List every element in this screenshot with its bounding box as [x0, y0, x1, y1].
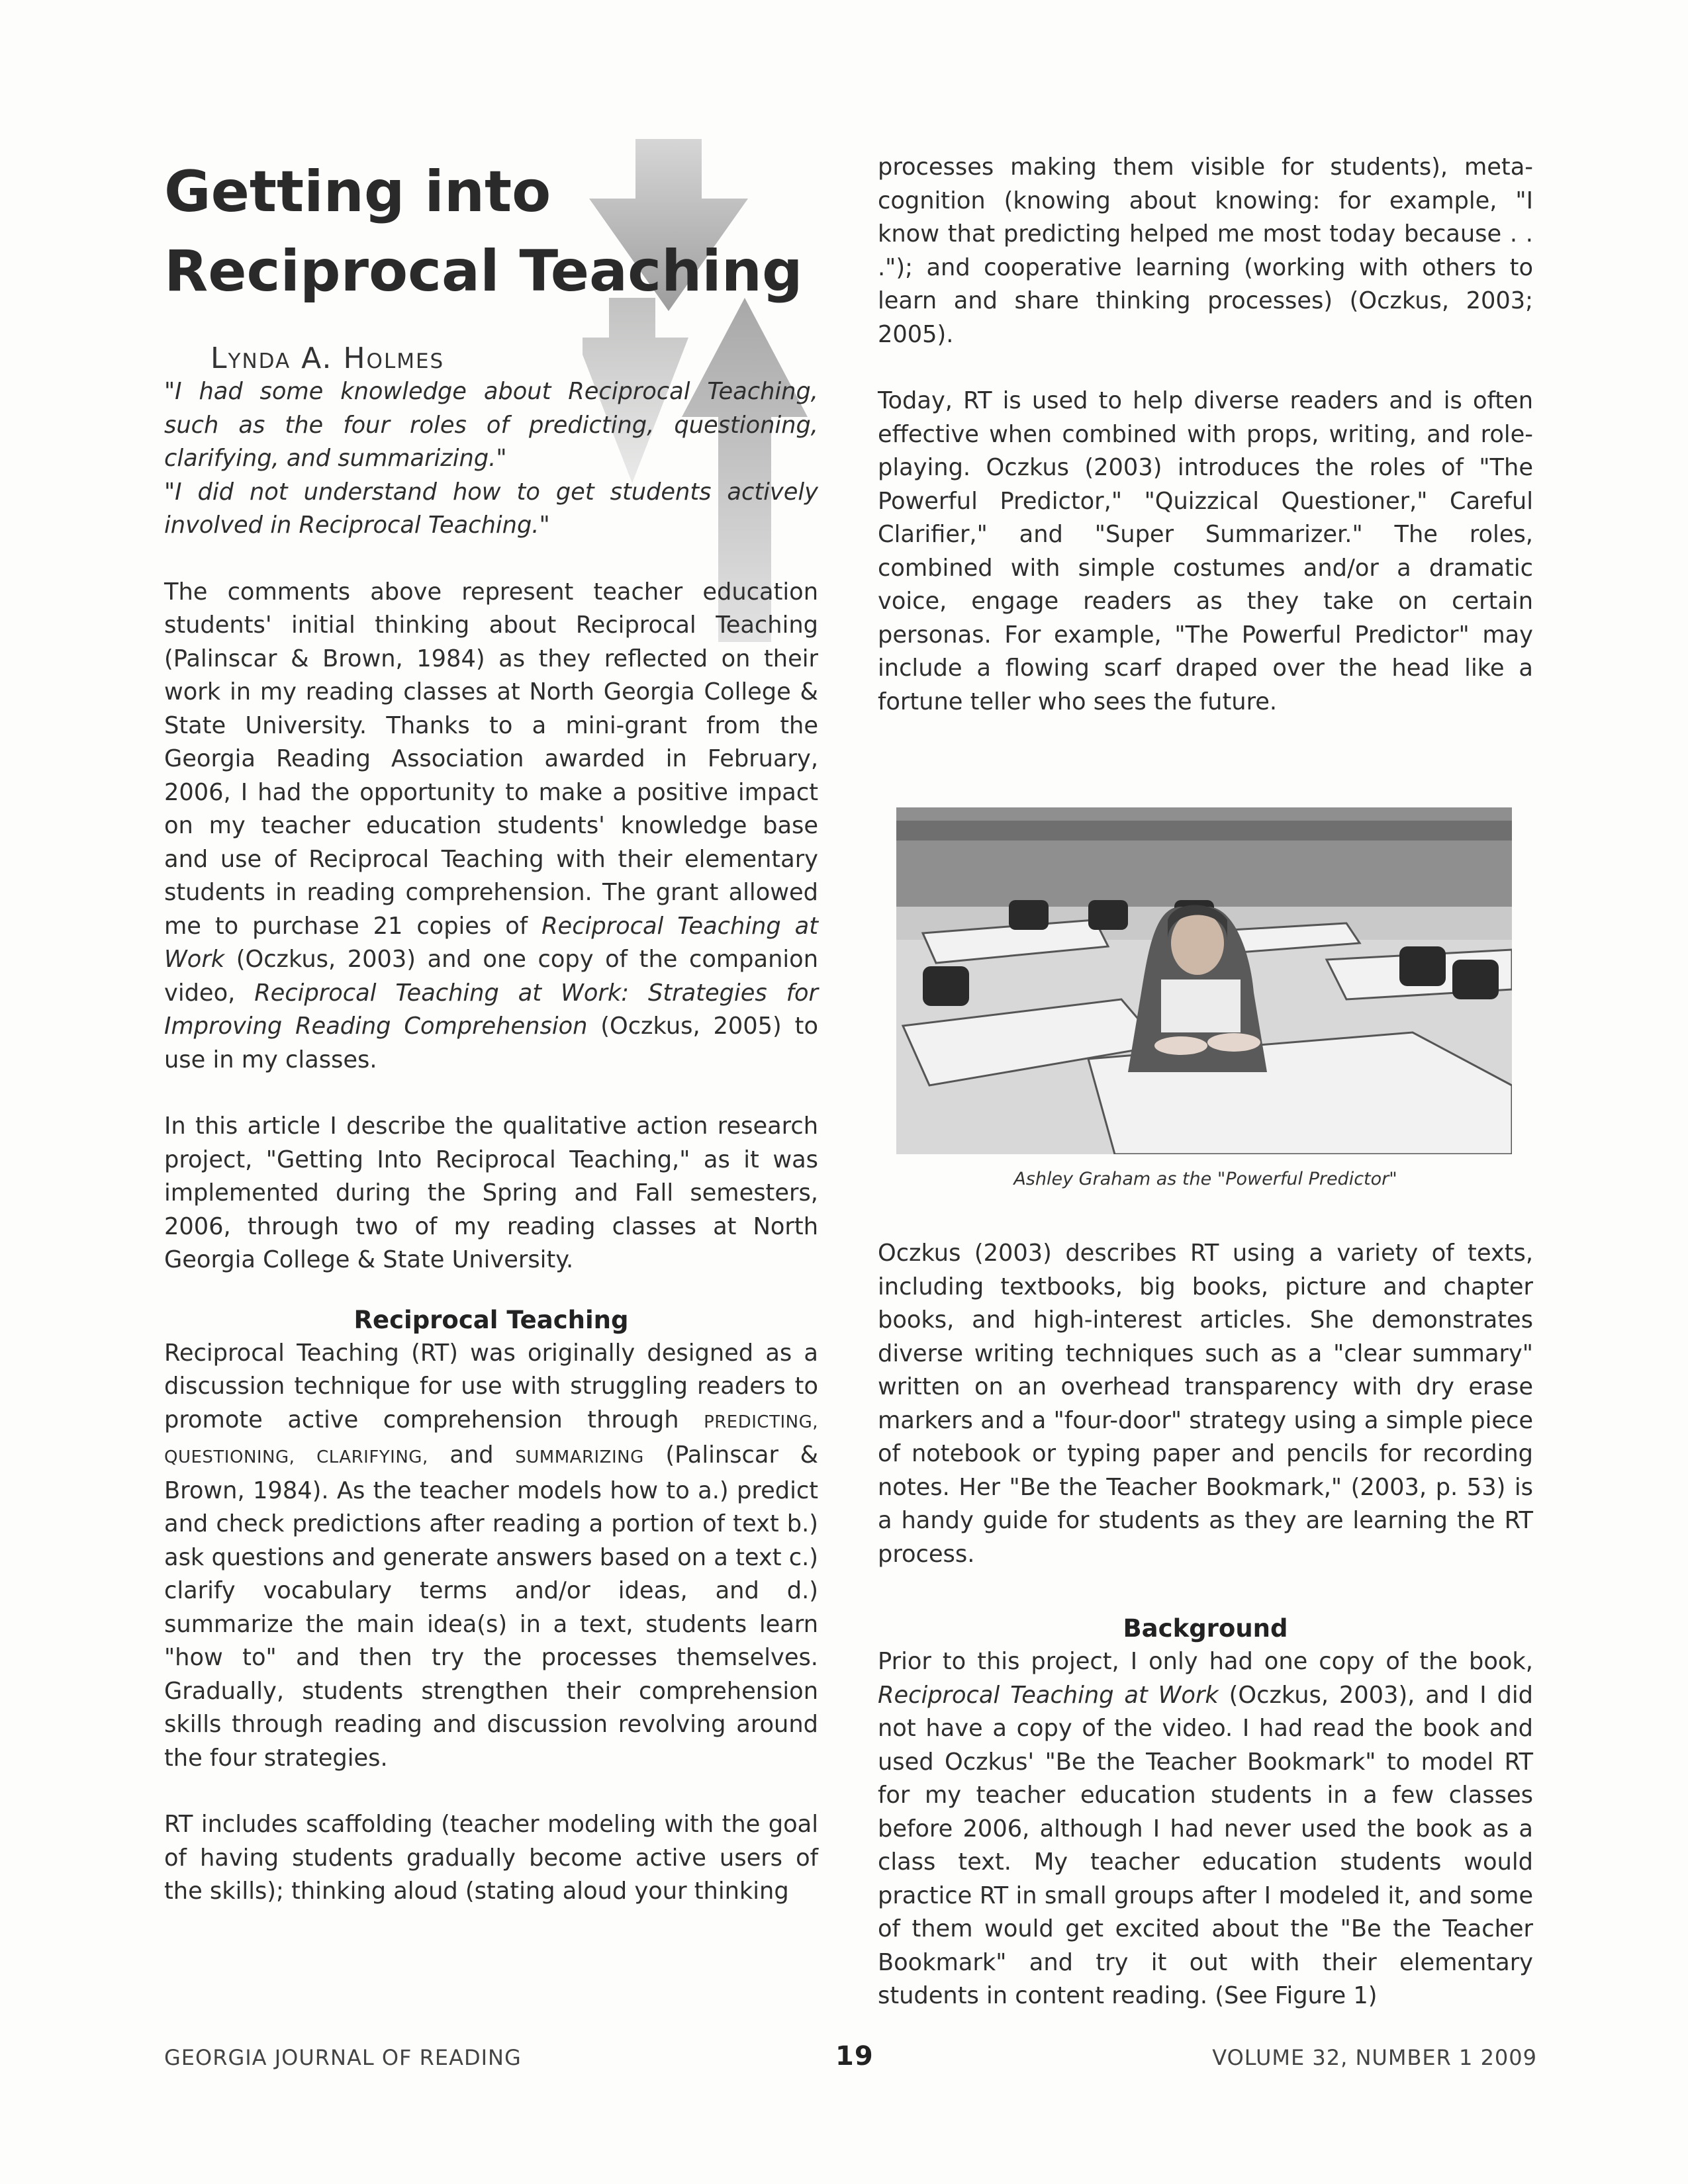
right-column [878, 151, 1533, 2013]
book-title-italic: Reciprocal Teaching at Work [164, 912, 818, 973]
footer-journal-name: GEORGIA JOURNAL OF READING [164, 2045, 522, 2070]
smallcaps-predicting: PREDICTING, [704, 1412, 818, 1432]
right-paragraph-3: Oczkus (2003) describes RT using a variety of texts, including textbooks, big books, picture and chapter books, and high-interest articles. She demonstrates diverse writing techniques such as a "clear summary" written on an overhead transparency with dry erase markers and a "four-door" strategy using a simple piece of notebook or typing paper and pencils for recording notes. Her "Be the Teacher Bookmark," (2003, p. 53) is a handy guide for students as they are learning the RT process. [878, 1240, 1533, 1568]
section-heading-background: Background [1123, 1614, 1288, 1643]
title-line-1: Getting into [164, 159, 551, 225]
spacer [164, 1775, 818, 1808]
bg-text-a: Prior to this project, I only had one copy of the book, [878, 1648, 1533, 1675]
intro-paragraph-2: In this article I describe the qualitative action research project, "Getting Into Reciprocal Teaching," as it was implemented during the Spring and Fall semesters, 2006, through two of my reading classes at North Georgia College & State University. [164, 1113, 818, 1273]
smallcaps-questioning: QUESTIONING, [164, 1447, 295, 1467]
figure-caption: Ashley Graham as the "Powerful Predictor" [1013, 1169, 1397, 1189]
left-column [164, 152, 818, 1909]
title-line-2: Reciprocal Teaching [164, 238, 803, 304]
section-heading-reciprocal-teaching: Reciprocal Teaching [353, 1305, 629, 1334]
intro-text-b: (Oczkus, 2003) and one copy of the companion video, [164, 946, 818, 1007]
right-paragraph-1: processes making them visible for students), meta-cognition (knowing about knowing: for example, "I know that predicting helped me most today because . . ."); and cooperative learning (working with others to learn and share thinking processes) (Oczkus, 2003; 2005). [878, 154, 1533, 348]
intro-text-c: (Oczkus, 2005) to use in my classes. [164, 1013, 818, 1073]
spacer [164, 543, 818, 576]
spacer [878, 1189, 1533, 1237]
rt-paragraph-1 [164, 1337, 818, 1776]
author-name: Lynda A. Holmes [211, 341, 445, 375]
footer-page-number: 19 [835, 2041, 874, 2071]
rt-and: and [449, 1441, 494, 1469]
intro-text-a: The comments above represent teacher education students' initial thinking about Reciprocal Teaching (Palinscar & Brown, 1984) as they reflected on their work in my reading classes at North Georgia College & State University. Thanks to a mini-grant from the Georgia Reading Association awarded in February, 2006, I had the opportunity to make a positive impact on my teacher education students' knowledge base and use of Reciprocal Teaching with their elementary students in reading comprehension. The grant allowed me to purchase 21 copies of [164, 578, 818, 940]
bg-text-b: (Oczkus, 2003), and I did not have a copy of the video. I had read the book and used Oczkus' "Be the Teacher Bookmark" to model RT for my teacher education students in a few classes before 2006, although I had never used the book as a class text. My teacher education students would practice RT in small groups after I modeled it, and some of them would get excited about the "Be the Teacher Bookmark" and try it out with their elementary students in content reading. (See Figure 1) [878, 1681, 1533, 2009]
opening-quote-1: "I had some knowledge about Reciprocal Teaching, such as the four roles of predicting, questioning, clarifying, and summarizing." [164, 378, 818, 472]
background-paragraph-1 [878, 1645, 1533, 2013]
figure-photo [878, 807, 1533, 1189]
classroom-photo [896, 807, 1512, 1154]
spacer [878, 351, 1533, 385]
bg-book-title-italic: Reciprocal Teaching at Work [878, 1681, 1219, 1709]
intro-paragraph-1 [164, 576, 818, 1077]
rt-text-b: (Palinscar & Brown, 1984). As the teacher models how to a.) predict and check predictions after reading a portion of text b.) ask questions and generate answers based on a text c.) clarify vocabulary terms and/or ideas, and d.) summarize the main idea(s) in a text, students learn "how to" and then try the processes themselves. Gradually, students strengthen their comprehension skills through reading and discussion revolving around the four strategies. [164, 1441, 819, 1772]
spacer [164, 1077, 818, 1110]
opening-quote-2: "I did not understand how to get students actively involved in Reciprocal Teaching." [164, 478, 818, 539]
rt-text-a: Reciprocal Teaching (RT) was originally designed as a discussion technique for use with struggling readers to promote active comprehension through [164, 1339, 818, 1433]
right-paragraph-2: Today, RT is used to help diverse readers and is often effective when combined with props, writing, and role-playing. Oczkus (2003) introduces the roles of "The Powerful Predictor," "Quizzical Questioner," Careful Clarifier," and "Super Summarizer." The roles, combined with simple costumes and/or a dramatic voice, engage readers as they take on certain personas. For example, "The Powerful Predictor" may include a flowing scarf draped over the head like a fortune teller who sees the future. [878, 387, 1533, 715]
smallcaps-clarifying: CLARIFYING, [316, 1447, 428, 1467]
spacer [164, 1277, 818, 1304]
article-title [164, 152, 818, 311]
video-title-italic: Reciprocal Teaching at Work: Strategies for Improving Reading Comprehension [164, 979, 818, 1040]
smallcaps-summarizing: SUMMARIZING [515, 1447, 644, 1467]
spacer [878, 1571, 1533, 1612]
footer-volume: VOLUME 32, NUMBER 1 2009 [1212, 2045, 1537, 2070]
rt-paragraph-2: RT includes scaffolding (teacher modeling with the goal of having students gradually become active users of the skills); thinking aloud (stating aloud your thinking [164, 1811, 818, 1905]
